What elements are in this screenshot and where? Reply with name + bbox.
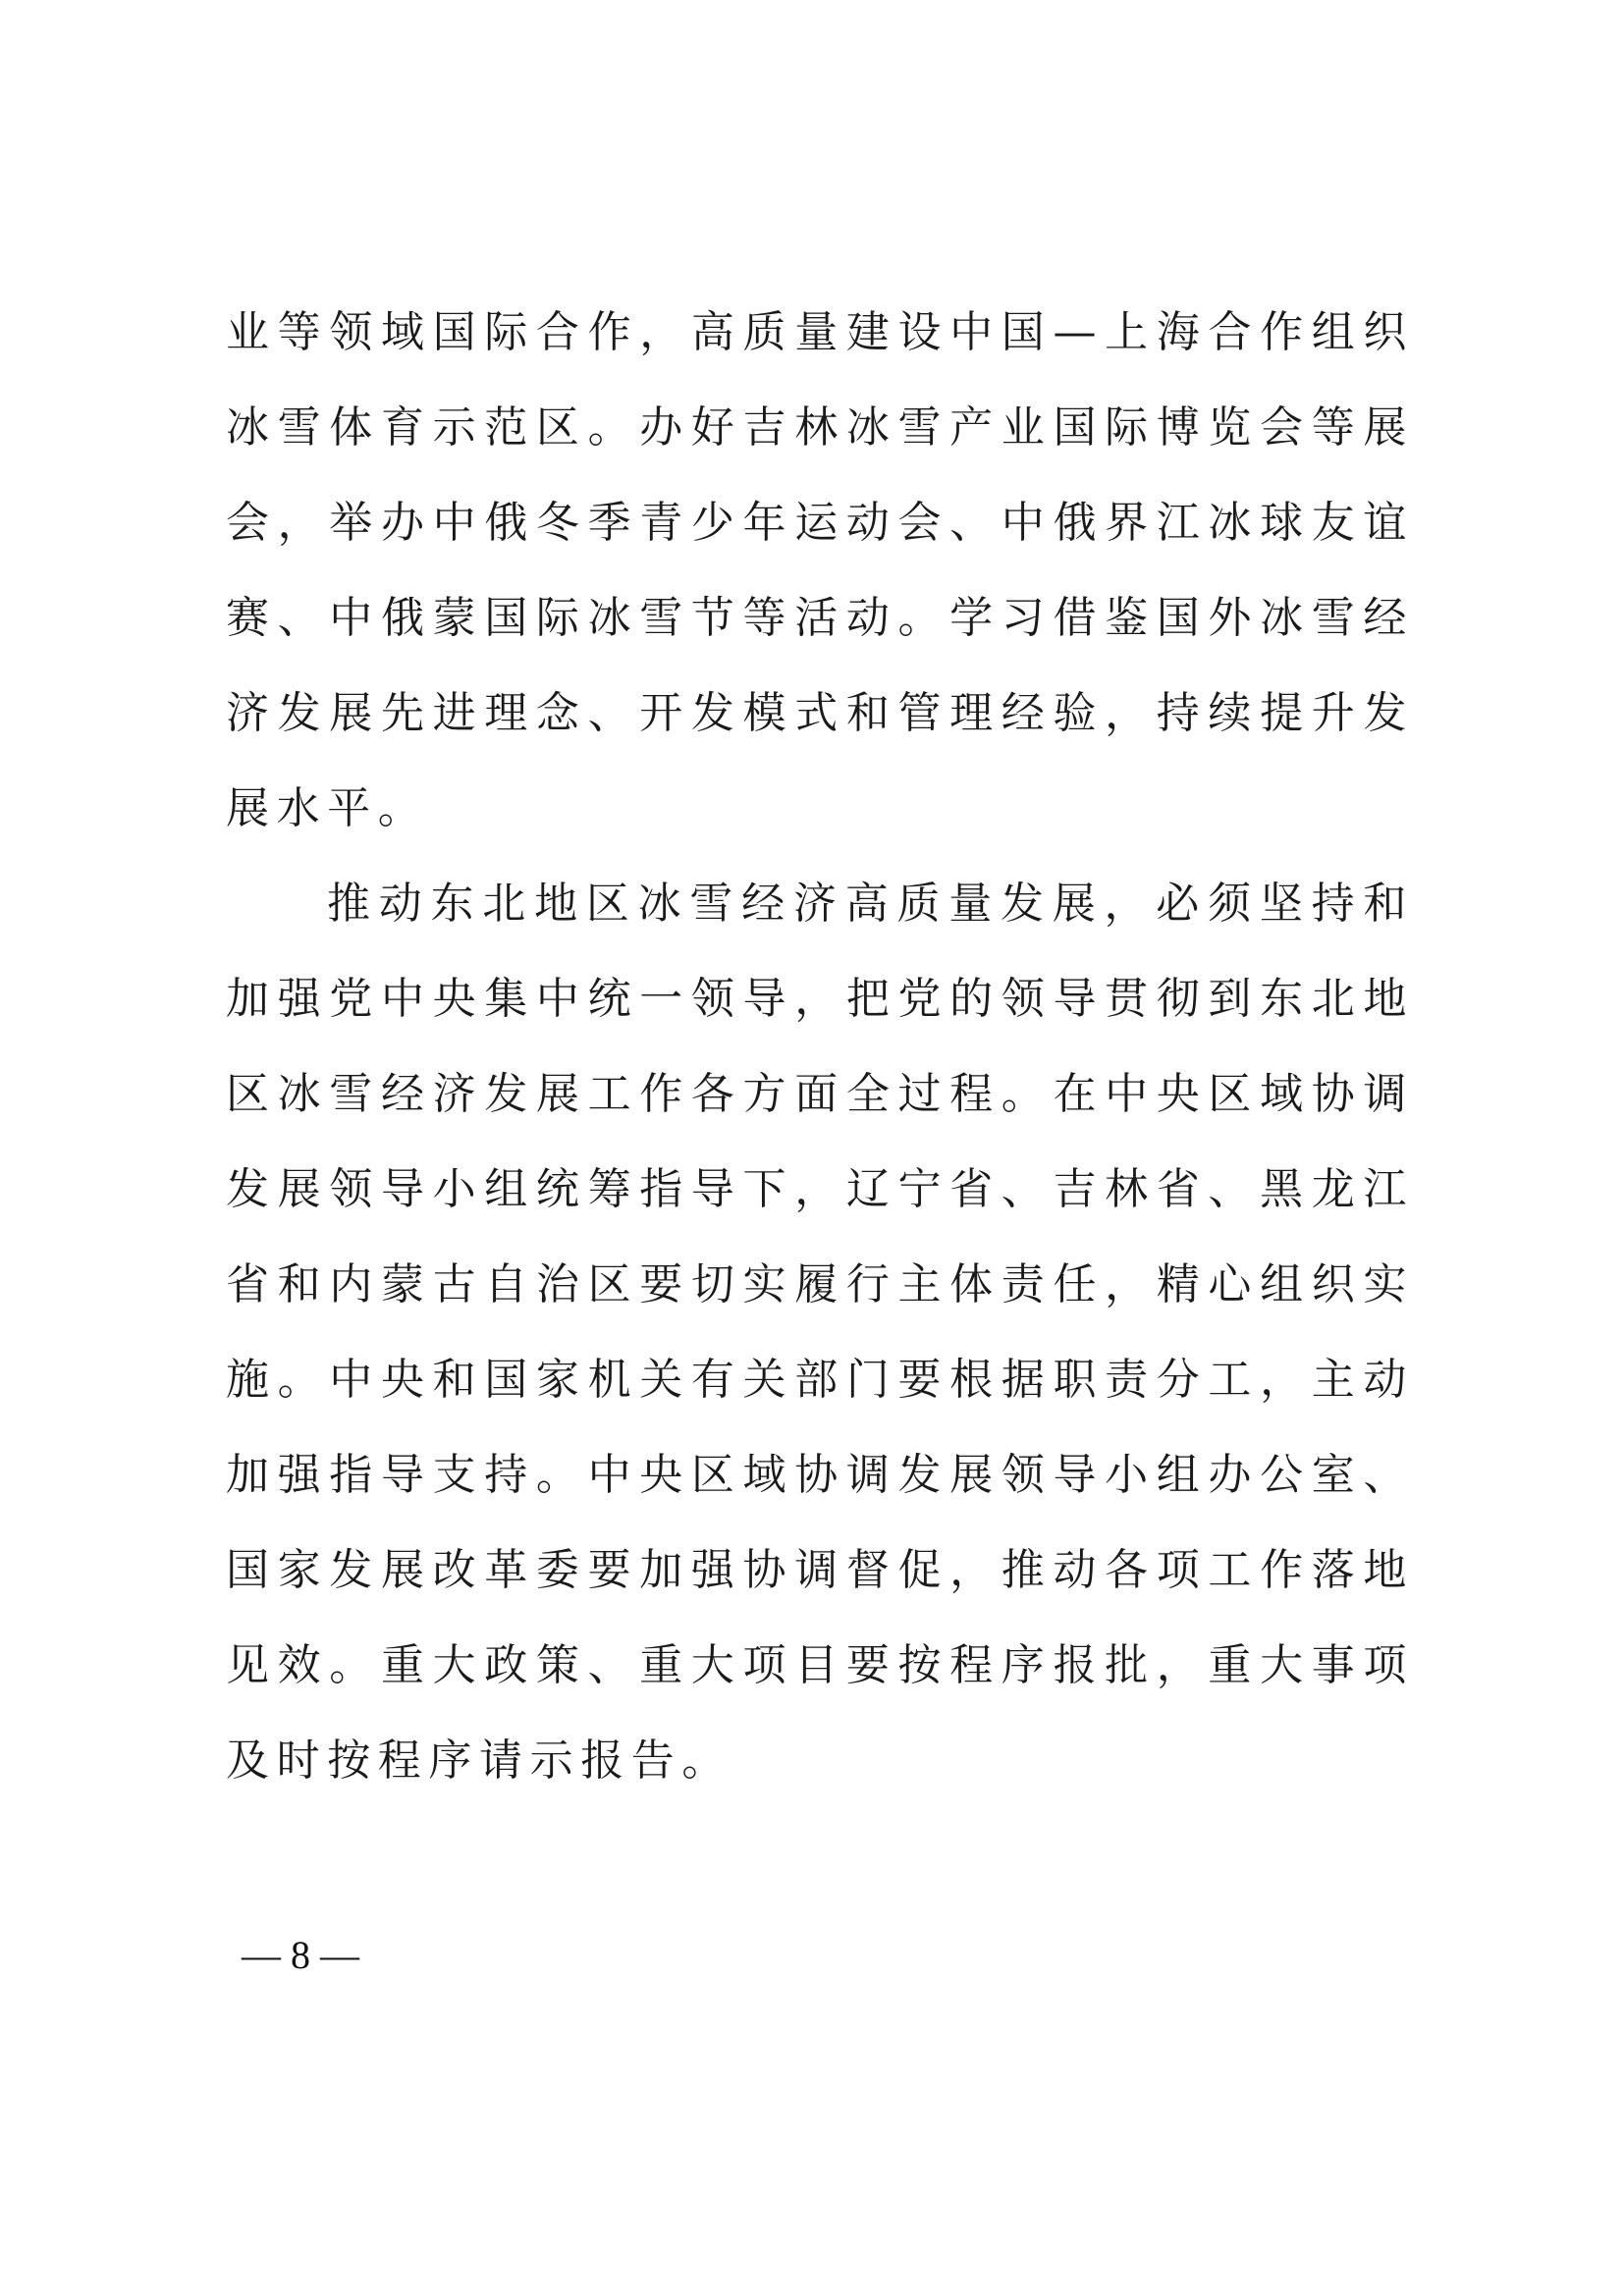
paragraph-continued: 业等领域国际合作，高质量建设中国—上海合作组织冰雪体育示范区。办好吉林冰雪产业国际博览会等展会，举办中俄冬季青少年运动会、中俄界江冰球友谊赛、中俄蒙国际冰雪节等活动。学习借鉴国外冰雪经济发展先进理念、开发模式和管理经验，持续提升发展水平。 — [226, 307, 1414, 833]
body-text — [226, 285, 1414, 1808]
paragraph-leadership: 推动东北地区冰雪经济高质量发展，必须坚持和加强党中央集中统一领导，把党的领导贯彻到东北地区冰雪经济发展工作各方面全过程。在中央区域协调发展领导小组统筹指导下，辽宁省、吉林省、黑龙江省和内蒙古自治区要切实履行主体责任，精心组织实施。中央和国家机关有关部门要根据职责分工，主动加强指导支持。中央区域协调发展领导小组办公室、国家发展改革委要加强协调督促，推动各项工作落地见效。重大政策、重大项目要按程序报批，重大事项及时按程序请示报告。 — [226, 879, 1414, 1786]
page-number: — 8 — — [242, 1933, 359, 1977]
